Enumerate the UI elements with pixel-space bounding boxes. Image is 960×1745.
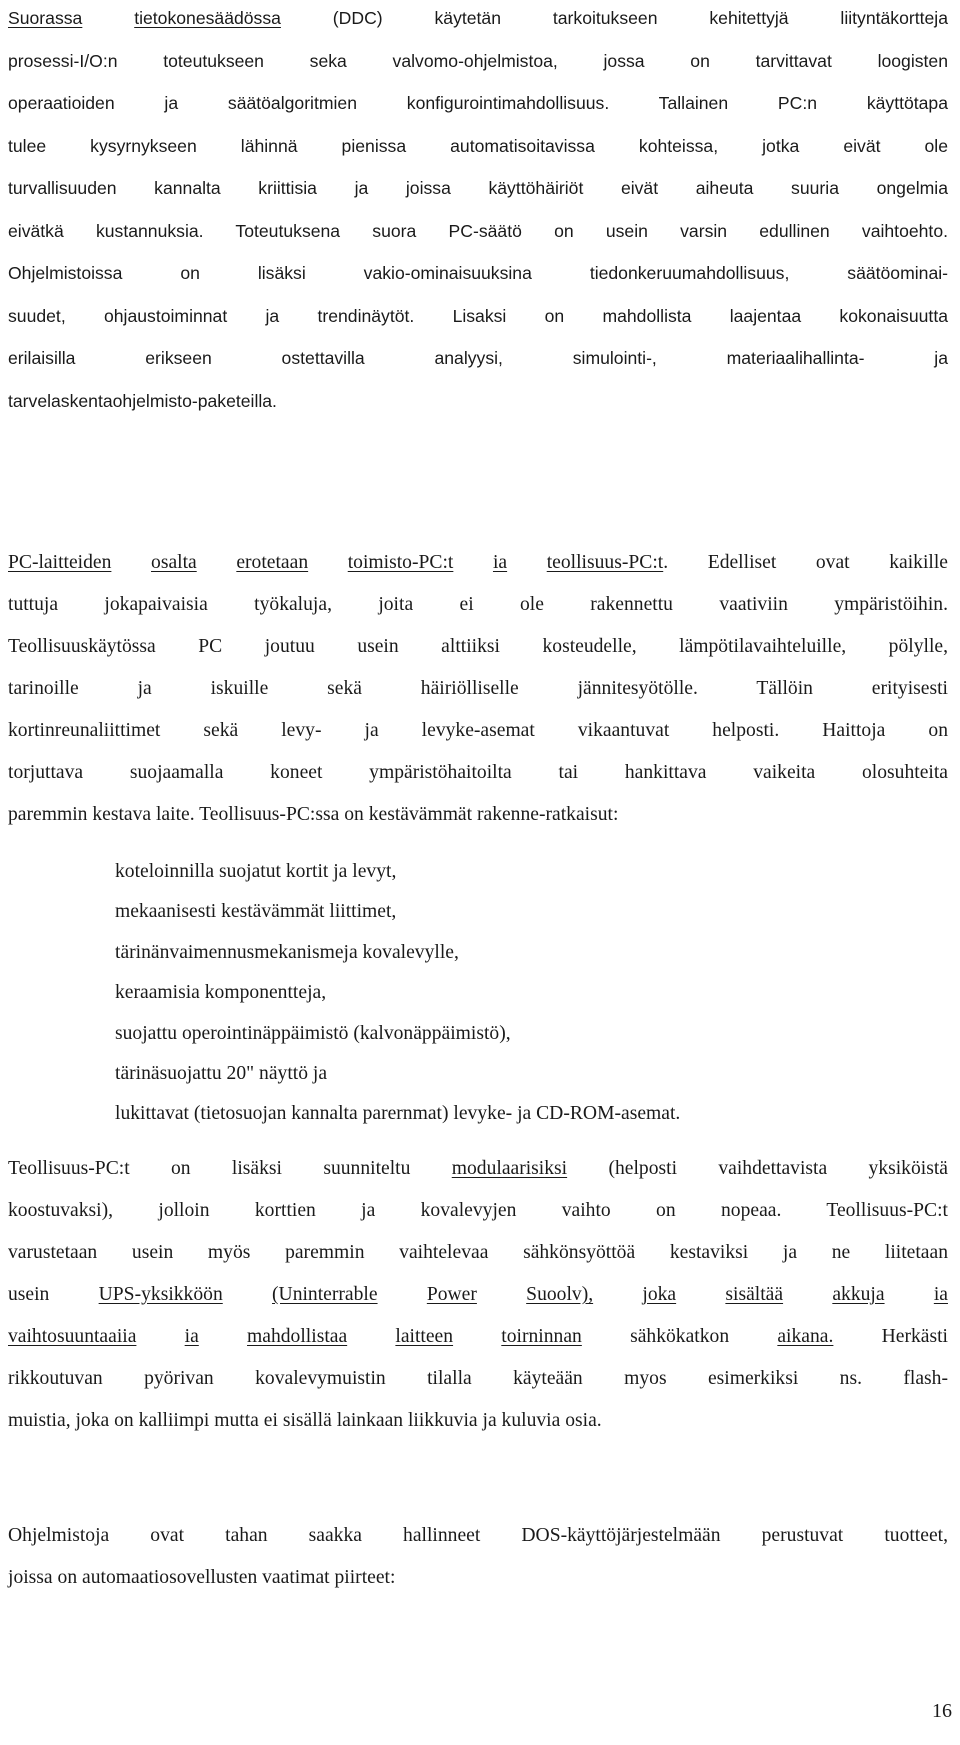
- link-teollisuus-pc[interactable]: teollisuus-PC:t: [546, 552, 664, 573]
- text-line: tuttuja jokapaivaisia työkaluja, joita ei ole rakennettu vaativiin ympäristöihin.: [8, 594, 948, 615]
- text-line: usein UPS-yksikköön (Uninterrable Power Suoolv), joka sisältää akkuja ia: [8, 1284, 948, 1305]
- list-item: lukittavat (tietosuojan kannalta parernmat) levyke- ja CD-ROM-asemat.: [115, 1103, 681, 1125]
- list-item: tärinänvaimennusmekanismeja kovalevylle,: [115, 941, 459, 963]
- link-toimisto-pc[interactable]: toimisto-PC:t: [347, 552, 454, 573]
- link-ia-3[interactable]: ia: [184, 1326, 199, 1347]
- text-line: Suorassa tietokonesäädössa (DDC) käytetän tarkoitukseen kehitettyjä liityntäkortteja: [8, 8, 949, 28]
- text-line: PC-laitteiden osalta erotetaan toimisto-PC:t ia teollisuus-PC:t. Edelliset ovat kaikille: [8, 552, 948, 573]
- link-osalta[interactable]: osalta: [151, 552, 197, 573]
- link-suorassa[interactable]: Suorassa: [8, 8, 83, 28]
- paragraph-software: [8, 1515, 948, 1599]
- link-sisaltaa[interactable]: sisältää: [725, 1284, 784, 1305]
- text-line: operaatioiden ja säätöalgoritmien konfigurointimahdollisuus. Tallainen PC:n käyttötapa: [8, 93, 948, 113]
- text-line: Teollisuuskäytössa PC joutuu usein alttiiksi kosteudelle, lämpötilavaihteluille, pölylle,: [8, 636, 948, 657]
- link-modulaarisiksi[interactable]: modulaarisiksi: [451, 1158, 568, 1179]
- text-line: eivätkä kustannuksia. Toteutuksena suora PC-säätö on usein varsin edullinen vaihtoehto.: [8, 220, 948, 241]
- text-line: rikkoutuvan pyörivan kovalevymuistin tilalla käyteään myos esimerkiksi ns. flash-: [8, 1368, 948, 1389]
- text-line: koostuvaksi), jolloin korttien ja kovalevyjen vaihto on nopeaa. Teollisuus-PC:t: [8, 1200, 948, 1221]
- link-suoolv[interactable]: Suoolv),: [526, 1284, 594, 1305]
- text-line: paremmin kestava laite. Teollisuus-PC:ssa on kestävämmät rakenne-ratkaisut:: [8, 804, 619, 825]
- list-item: suojattu operointinäppäimistö (kalvonäppäimistö),: [115, 1022, 511, 1044]
- link-aikana[interactable]: aikana.: [777, 1326, 834, 1347]
- list-item: tärinäsuojattu 20" näyttö ja: [115, 1063, 328, 1085]
- paragraph-pc-types: [8, 542, 948, 836]
- link-mahdollistaa[interactable]: mahdollistaa: [247, 1326, 348, 1347]
- text-line: joissa on automaatiosovellusten vaatimat piirteet:: [8, 1567, 396, 1588]
- paragraph-modular: [8, 1148, 948, 1442]
- text-line: tarvelaskentaohjelmisto-paketeilla.: [8, 390, 277, 411]
- link-ups[interactable]: UPS-yksikköön: [98, 1284, 223, 1305]
- link-ia-2[interactable]: ia: [933, 1284, 948, 1305]
- link-joka[interactable]: joka: [642, 1284, 677, 1305]
- text-line: muistia, joka on kalliimpi mutta ei sisällä lainkaan liikkuvia ja kuluvia osia.: [8, 1410, 602, 1431]
- link-toirninnan[interactable]: toirninnan: [501, 1326, 582, 1347]
- list-item: keraamisia komponentteja,: [115, 982, 327, 1004]
- structure-list: [115, 852, 680, 1135]
- link-power[interactable]: Power: [426, 1284, 477, 1305]
- text-line: tarinoille ja iskuille sekä häiriölliselle jännitesyötölle. Tällöin erityisesti: [8, 678, 948, 699]
- link-pc-laitteiden[interactable]: PC-laitteiden: [8, 552, 112, 573]
- text-line: Ohjelmistoja ovat tahan saakka hallinneet DOS-käyttöjärjestelmään perustuvat tuotteet,: [8, 1525, 948, 1546]
- text-line: tulee kysyrnykseen lähinnä pienissa automatisoitavissa kohteissa, jotka eivät ole: [8, 135, 948, 156]
- text-line: vaihtosuuntaaiia ia mahdollistaa laitteen toirninnan sähkökatkon aikana. Herkästi: [8, 1326, 948, 1347]
- text-line: Ohjelmistoissa on lisäksi vakio-ominaisuuksina tiedonkeruumahdollisuus, säätöominai-: [8, 263, 948, 283]
- page-number: 16: [932, 1700, 952, 1722]
- text-line: turvallisuuden kannalta kriittisia ja joissa käyttöhäiriöt eivät aiheuta suuria ongelmia: [8, 178, 948, 198]
- text-line: torjuttava suojaamalla koneet ympäristöhaitoilta tai hankittava vaikeita olosuhteita: [8, 762, 948, 783]
- text-line: suudet, ohjaustoiminnat ja trendinäytöt. Lisaksi on mahdollista laajentaa kokonaisuutta: [8, 305, 948, 326]
- link-tietokonesaadossa[interactable]: tietokonesäädössa: [134, 8, 281, 28]
- text-line: Teollisuus-PC:t on lisäksi suunniteltu modulaarisiksi (helposti vaihdettavista yksiköistä: [8, 1158, 948, 1179]
- link-vaihtosuuntaaiia[interactable]: vaihtosuuntaaiia: [8, 1326, 137, 1347]
- text-line: kortinreunaliittimet sekä levy- ja levyke-asemat vikaantuvat helposti. Haittoja on: [8, 720, 948, 741]
- list-item: koteloinnilla suojatut kortit ja levyt,: [115, 861, 397, 882]
- text-line: prosessi-I/O:n toteutukseen seka valvomo-ohjelmistoa, jossa on tarvittavat loogisten: [8, 50, 948, 71]
- link-erotetaan[interactable]: erotetaan: [236, 552, 309, 573]
- link-laitteen[interactable]: laitteen: [395, 1326, 454, 1347]
- link-uninterrable[interactable]: (Uninterrable: [272, 1284, 378, 1305]
- paragraph-ddc: [8, 0, 948, 422]
- link-ia[interactable]: ia: [492, 552, 508, 573]
- text-line: erilaisilla erikseen ostettavilla analyysi, simulointi-, materiaalihallinta- ja: [8, 348, 948, 368]
- list-item: mekaanisesti kestävämmät liittimet,: [115, 901, 397, 923]
- text-line: varustetaan usein myös paremmin vaihtelevaa sähkönsyöttöä kestaviksi ja ne liitetaan: [8, 1242, 948, 1263]
- link-akkuja[interactable]: akkuja: [832, 1284, 885, 1305]
